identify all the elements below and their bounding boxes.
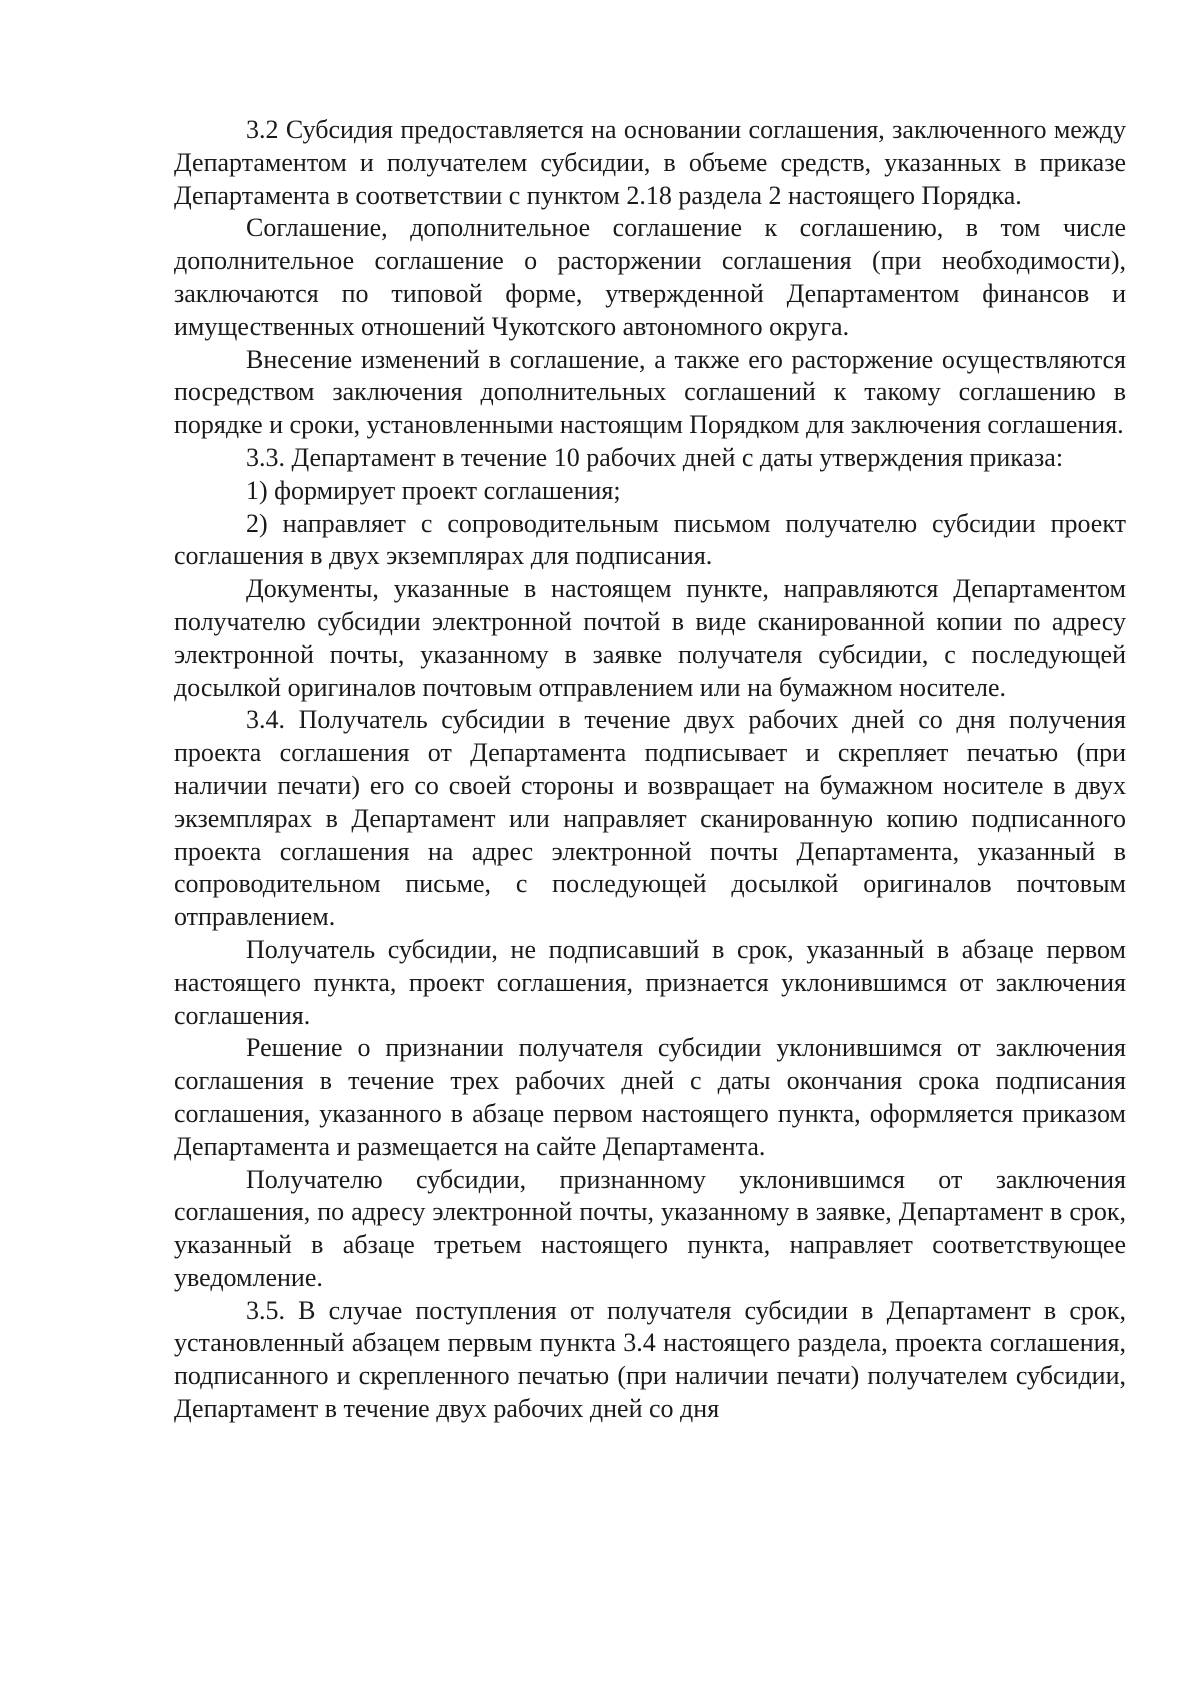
paragraph-documents: Документы, указанные в настоящем пункте, направляются Департаментом получателю субсидии электронной почтой в виде сканированной копии по адресу электронной почты, указанному в заявке получателя субсидии, с последующей досылкой оригиналов почтовым отправлением или на бумажном носителе. <box>174 574 1126 702</box>
list-item-1: 1) формирует проект соглашения; <box>246 475 621 505</box>
paragraph-3-2: 3.2 Субсидия предоставляется на основании соглашения, заключенного между Департаментом и получателем субсидии, в объеме средств, указанных в приказе Департамента в соответствии с пунктом 2.18 раздела 2 настоящего Порядка. <box>174 115 1126 210</box>
list-item-2: 2) направляет с сопроводительным письмом получателю субсидии проект соглашения в двух экземплярах для подписания. <box>174 508 1126 571</box>
paragraph-3-3: 3.3. Департамент в течение 10 рабочих дней с даты утверждения приказа: <box>246 442 1064 472</box>
paragraph-agreement-form: Соглашение, дополнительное соглашение к соглашению, в том числе дополнительное соглашение о расторжении соглашения (при необходимости), заключаются по типовой форме, утвержденной Департаментом финансов и имущественных отношений Чукотского автономного округа. <box>174 213 1126 341</box>
paragraph-3-4: 3.4. Получатель субсидии в течение двух рабочих дней со дня получения проекта соглашения от Департамента подписывает и скрепляет печатью (при наличии печати) его со своей стороны и возвращает на бумажном носителе в двух экземплярах в Департамент или направляет сканированную копию подписанного проекта соглашения на адрес электронной почты Департамента, указанный в сопроводительном письме, с последующей досылкой оригиналов почтовым отправлением. <box>174 705 1126 932</box>
document-page <box>174 114 1126 1426</box>
paragraph-agreement-changes: Внесение изменений в соглашение, а также его расторжение осуществляются посредством заключения дополнительных соглашений к такому соглашению в порядке и сроки, установленными настоящим Порядком для заключения соглашения. <box>174 344 1126 440</box>
paragraph-evasion: Получатель субсидии, не подписавший в срок, указанный в абзаце первом настоящего пункта, проект соглашения, признается уклонившимся от заключения соглашения. <box>174 934 1126 1030</box>
paragraph-decision: Решение о признании получателя субсидии уклонившимся от заключения соглашения в течение трех рабочих дней с даты окончания срока подписания соглашения, указанного в абзаце первом настоящего пункта, оформляется приказом Департамента и размещается на сайте Департамента. <box>174 1033 1126 1161</box>
paragraph-3-5: 3.5. В случае поступления от получателя субсидии в Департамент в срок, установленный абзацем первым пункта 3.4 настоящего раздела, проекта соглашения, подписанного и скрепленного печатью (при наличии печати) получателем субсидии, Департамент в течение двух рабочих дней со дня <box>174 1295 1126 1424</box>
paragraph-notification: Получателю субсидии, признанному уклонившимся от заключения соглашения, по адресу электронной почты, указанному в заявке, Департамент в срок, указанный в абзаце третьем настоящего пункта, направляет соответствующее уведомление. <box>174 1164 1126 1292</box>
